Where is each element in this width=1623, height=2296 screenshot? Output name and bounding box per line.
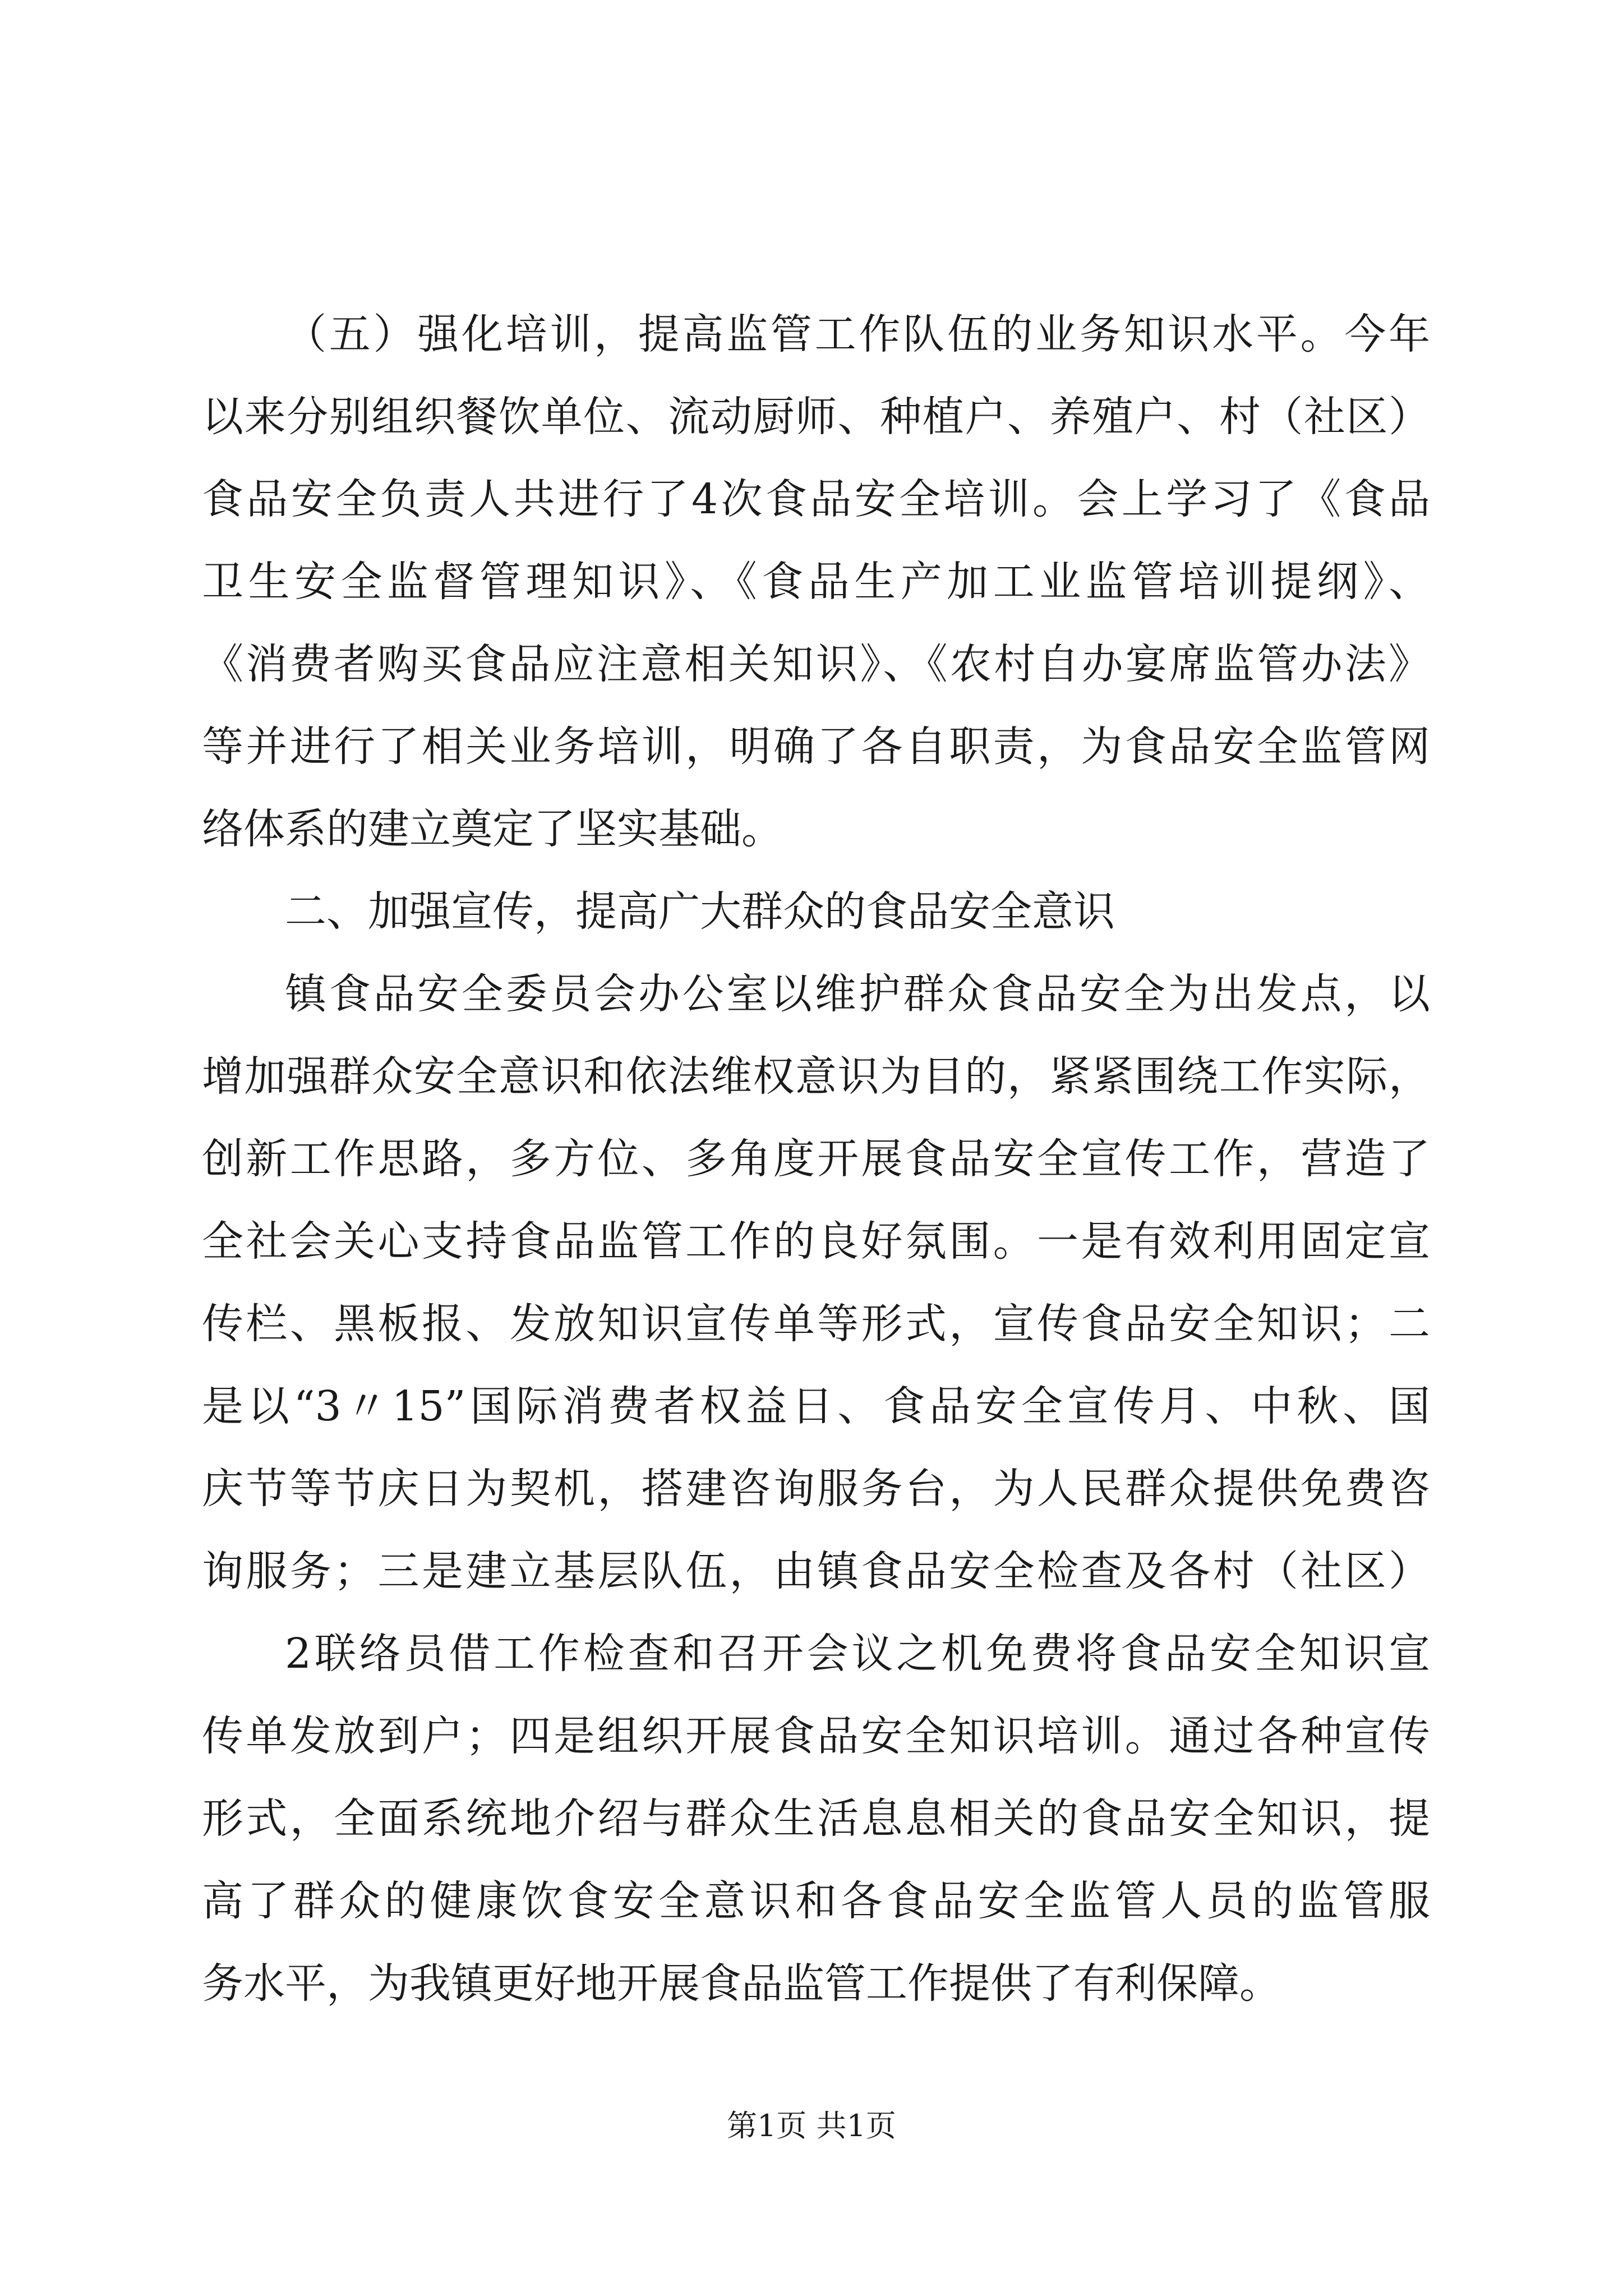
paragraph-section-five bbox=[202, 293, 1430, 871]
text-line: 形式，全面系统地介绍与群众生活息息相关的食品安全知识，提 bbox=[202, 1795, 1430, 1843]
text-line: 询服务；三是建立基层队伍，由镇食品安全检查及各村（社区） bbox=[202, 1547, 1430, 1595]
text-line: 镇食品安全委员会办公室以维护群众食品安全为出发点，以 bbox=[285, 970, 1430, 1018]
text-line: 络体系的建立奠定了坚实基础。 bbox=[202, 805, 783, 853]
text-line: 传栏、黑板报、发放知识宣传单等形式，宣传食品安全知识；二 bbox=[202, 1300, 1430, 1348]
text-line: 庆节等节庆日为契机，搭建咨询服务台，为人民群众提供免费咨 bbox=[202, 1465, 1430, 1513]
text-line: 食品安全负责人共进行了4次食品安全培训。会上学习了《食品 bbox=[202, 475, 1430, 523]
text-line: 以来分别组织餐饮单位、流动厨师、种植户、养殖户、村（社区） bbox=[202, 393, 1430, 441]
heading-line: 二、加强宣传，提高广大群众的食品安全意识 bbox=[285, 887, 1115, 936]
text-line: 《消费者购买食品应注意相关知识》、《农村自办宴席监管办法》 bbox=[202, 640, 1430, 688]
text-line: 传单发放到户；四是组织开展食品安全知识培训。通过各种宣传 bbox=[202, 1712, 1430, 1760]
text-line: （五）强化培训，提高监管工作队伍的业务知识水平。今年 bbox=[285, 310, 1430, 358]
text-line: 卫生安全监督管理知识》、《食品生产加工业监管培训提纲》、 bbox=[202, 558, 1430, 606]
page-number-label: 第1页 共1页 bbox=[727, 2108, 896, 2143]
text-line: 高了群众的健康饮食安全意识和各食品安全监管人员的监管服 bbox=[202, 1877, 1430, 1925]
paragraph-publicity bbox=[202, 953, 1430, 1613]
text-line: 等并进行了相关业务培训，明确了各自职责，为食品安全监管网 bbox=[202, 723, 1430, 771]
text-line: 创新工作思路，多方位、多角度开展食品安全宣传工作，营造了 bbox=[202, 1135, 1430, 1183]
text-line: 是以“3〃15”国际消费者权益日、食品安全宣传月、中秋、国 bbox=[202, 1382, 1430, 1430]
text-line: 增加强群众安全意识和依法维权意识为目的，紧紧围绕工作实际， bbox=[202, 1052, 1430, 1101]
paragraph-continuation bbox=[202, 1613, 1430, 2025]
page-footer bbox=[0, 2106, 1623, 2146]
section-heading-two bbox=[202, 871, 1430, 953]
document-body bbox=[202, 293, 1430, 2025]
text-line: 2联络员借工作检查和召开会议之机免费将食品安全知识宣 bbox=[285, 1630, 1430, 1678]
text-line: 务水平，为我镇更好地开展食品监管工作提供了有利保障。 bbox=[202, 1959, 1281, 2008]
text-line: 全社会关心支持食品监管工作的良好氛围。一是有效利用固定宣 bbox=[202, 1217, 1430, 1266]
